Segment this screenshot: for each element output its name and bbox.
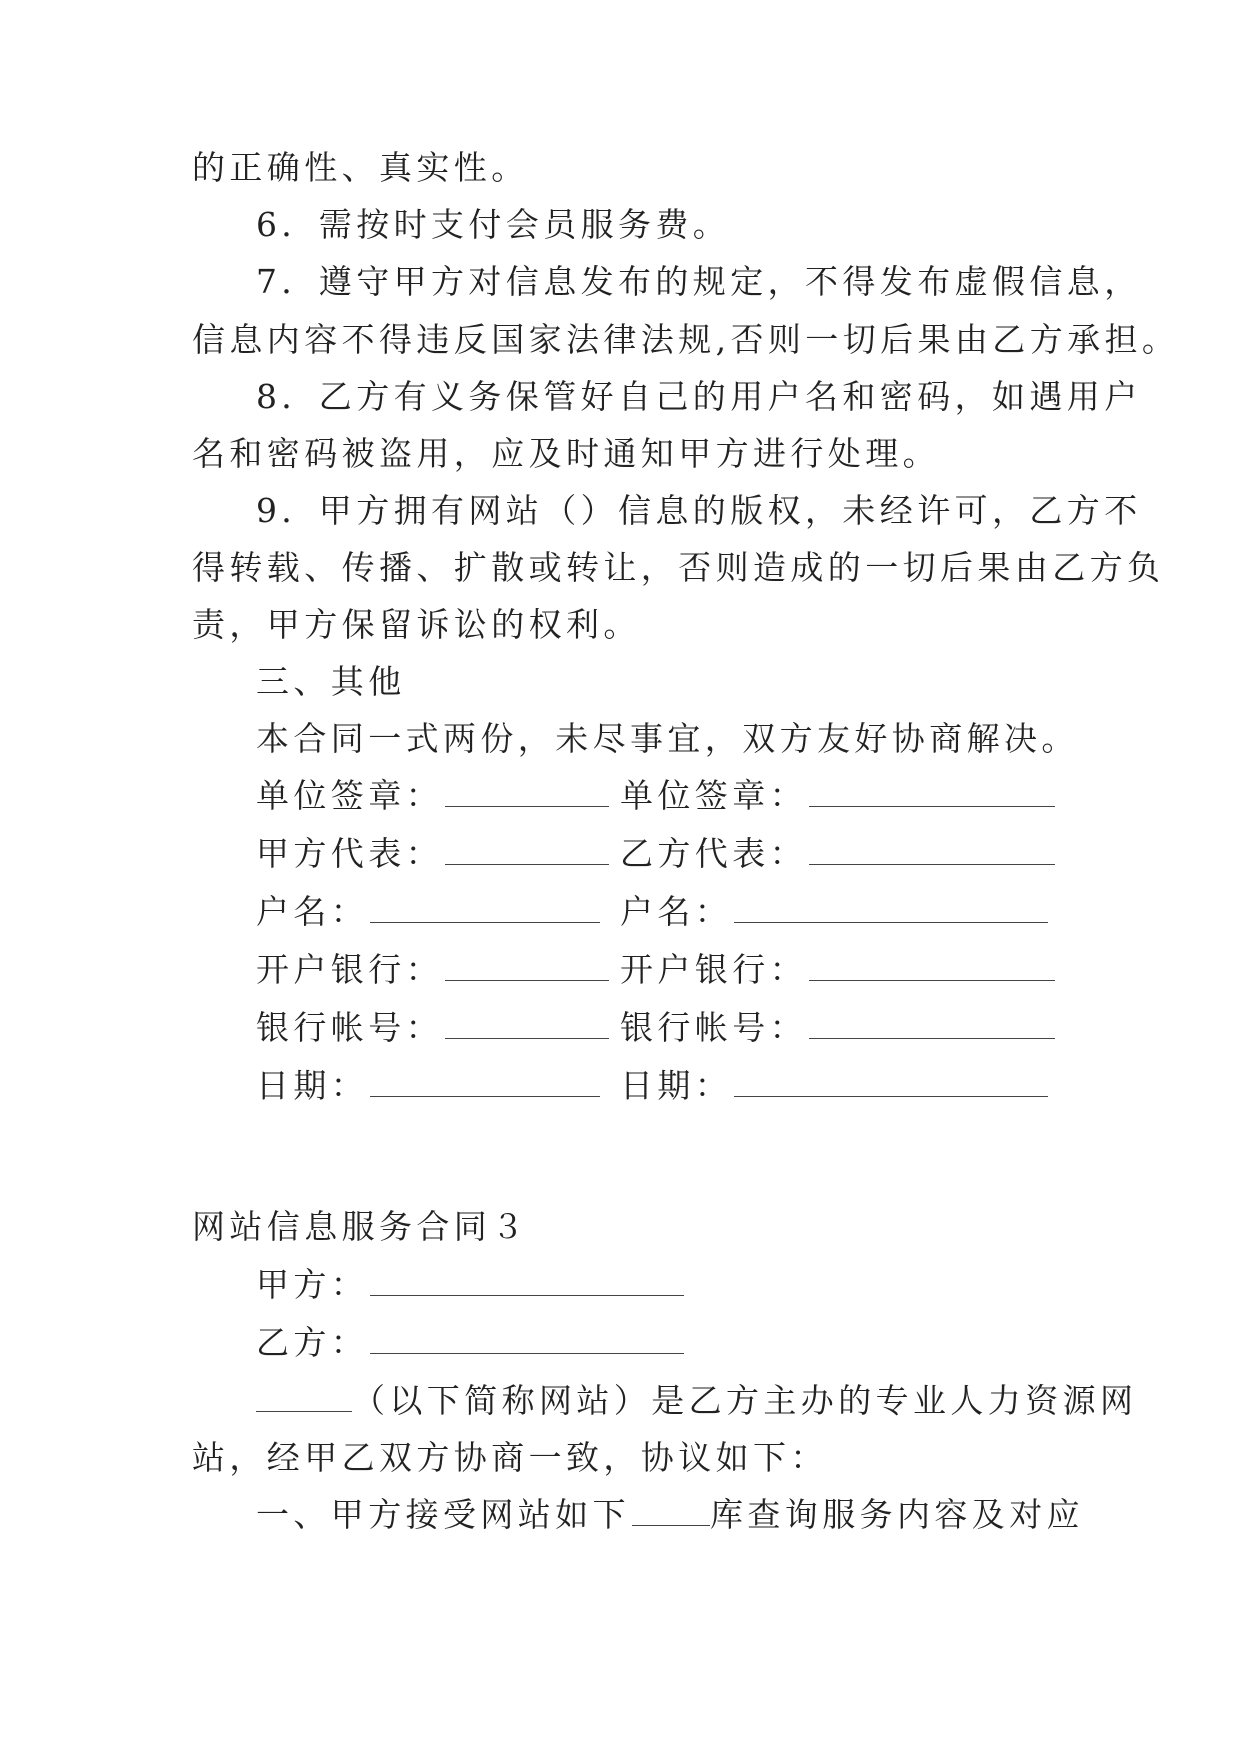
paragraph: 责，甲方保留诉讼的权利。 (192, 605, 641, 644)
section-heading: 三、其他 (256, 662, 406, 701)
signature-blank[interactable] (370, 1074, 600, 1097)
signature-label: 户名： (256, 892, 369, 931)
paragraph: 本合同一式两份，未尽事宜，双方友好协商解决。 (256, 719, 1079, 758)
paragraph: 信息内容不得违反国家法律法规,否则一切后果由乙方承担。 (192, 320, 1180, 359)
signature-blank[interactable] (445, 842, 609, 865)
signature-label: 单位签章： (620, 776, 807, 815)
party-b-blank[interactable] (370, 1331, 684, 1354)
signature-label: 乙方代表： (620, 834, 807, 873)
paragraph: 8．乙方有义务保管好自己的用户名和密码，如遇用户 (256, 377, 1142, 416)
signature-blank[interactable] (445, 1016, 609, 1039)
document-title: 网站信息服务合同３ (192, 1207, 529, 1246)
paragraph (256, 1381, 1241, 1421)
paragraph: 7．遵守甲方对信息发布的规定，不得发布虚假信息， (256, 262, 1142, 301)
paragraph: 9．甲方拥有网站（）信息的版权，未经许可，乙方不 (256, 491, 1142, 530)
signature-blank[interactable] (370, 900, 600, 923)
signature-blank[interactable] (445, 958, 609, 981)
database-blank[interactable] (632, 1503, 710, 1526)
signature-label: 甲方代表： (256, 834, 443, 873)
signature-blank[interactable] (809, 1016, 1055, 1039)
paragraph: 的正确性、真实性。 (192, 148, 529, 187)
signature-blank[interactable] (734, 1074, 1048, 1097)
signature-blank[interactable] (734, 900, 1048, 923)
signature-label: 银行帐号： (256, 1008, 443, 1047)
signature-label: 户名： (620, 892, 733, 931)
intro-text: （以下简称网站）是乙方主办的专业人力资源网 (352, 1381, 1138, 1420)
party-b-label: 乙方： (256, 1323, 369, 1362)
signature-label: 开户银行： (620, 950, 807, 989)
signature-label: 日期： (256, 1066, 369, 1105)
signature-label: 日期： (620, 1066, 733, 1105)
clause-1-text-cont: 库查询服务内容及对应 (710, 1495, 1084, 1534)
party-a-label: 甲方： (256, 1265, 369, 1304)
website-name-blank[interactable] (256, 1389, 352, 1412)
clause-1-text: 一、甲方接受网站如下 (256, 1495, 630, 1534)
clause-1 (256, 1495, 1241, 1535)
party-a-row (256, 1265, 1241, 1305)
party-a-blank[interactable] (370, 1273, 684, 1296)
paragraph: 6．需按时支付会员服务费。 (256, 205, 731, 244)
signature-label: 银行帐号： (620, 1008, 807, 1047)
signature-blank[interactable] (809, 842, 1055, 865)
signature-blank[interactable] (809, 784, 1055, 807)
signature-label: 单位签章： (256, 776, 443, 815)
party-b-row (256, 1323, 1241, 1363)
paragraph: 得转载、传播、扩散或转让，否则造成的一切后果由乙方负 (192, 548, 1165, 587)
signature-blank[interactable] (809, 958, 1055, 981)
signature-blank[interactable] (445, 784, 609, 807)
paragraph: 名和密码被盗用，应及时通知甲方进行处理。 (192, 434, 940, 473)
signature-label: 开户银行： (256, 950, 443, 989)
paragraph: 站，经甲乙双方协商一致，协议如下： (192, 1438, 828, 1477)
